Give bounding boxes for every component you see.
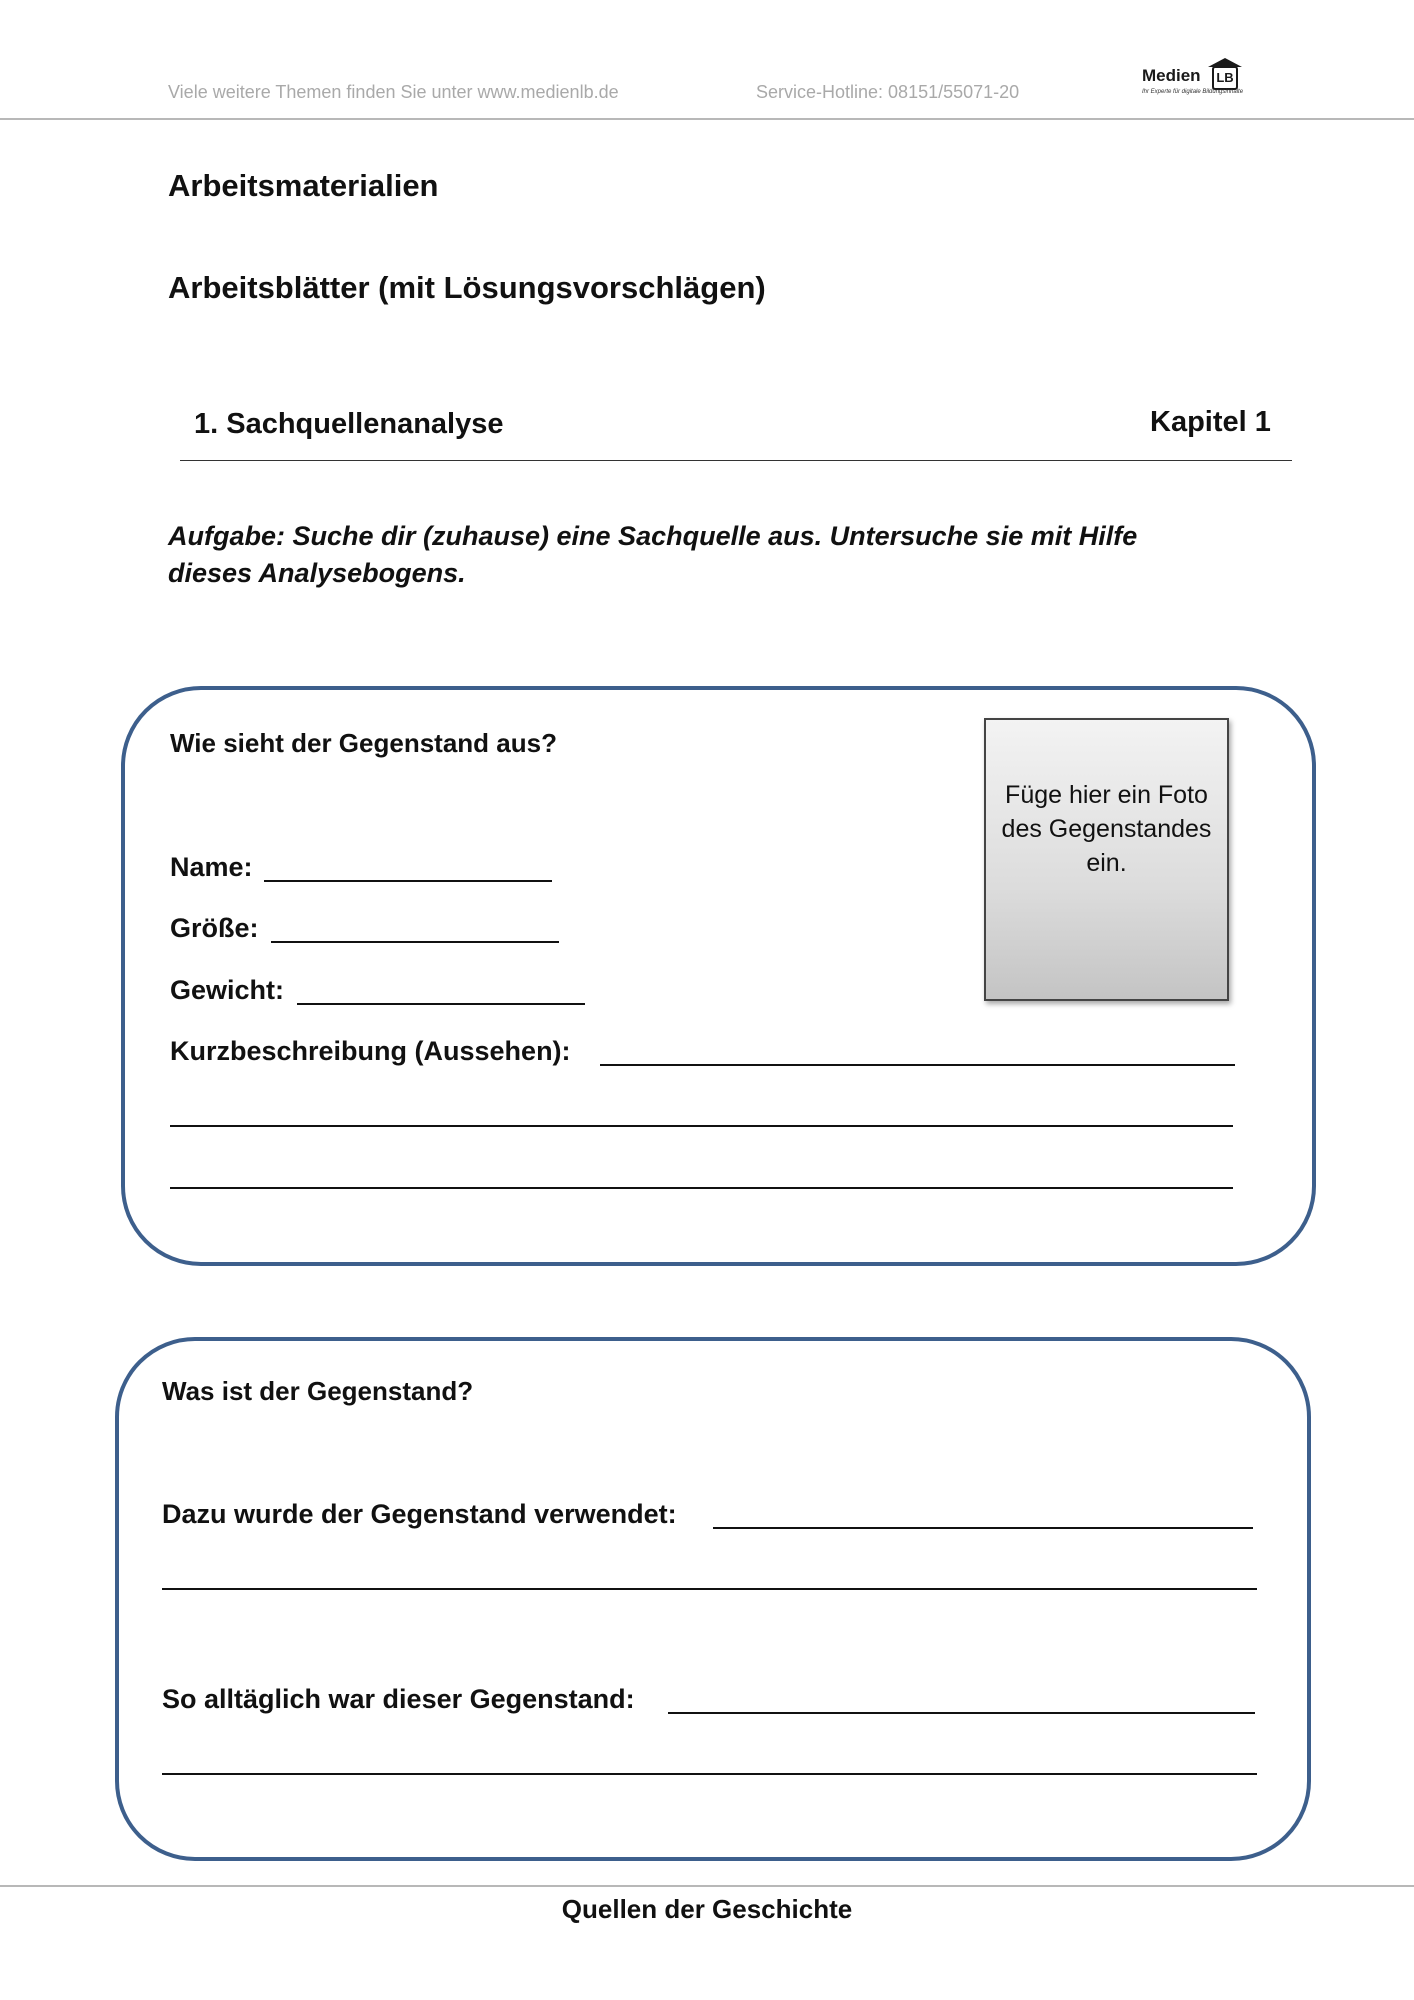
usage-answer-line-1[interactable] bbox=[713, 1527, 1253, 1529]
purpose-question: Was ist der Gegenstand? bbox=[162, 1376, 474, 1406]
weight-label: Gewicht: bbox=[170, 975, 285, 1005]
chapter-label: Kapitel 1 bbox=[1150, 406, 1271, 438]
weight-answer-line[interactable] bbox=[297, 1003, 585, 1005]
header-hotline-text: Service-Hotline: 08151/55071-20 bbox=[756, 82, 1020, 102]
size-answer-line[interactable] bbox=[271, 941, 559, 943]
photo-placeholder-text: Füge hier ein Foto des Gegenstandes ein. bbox=[1001, 781, 1212, 877]
purpose-box bbox=[115, 1337, 1311, 1861]
header-website-text: Viele weitere Themen finden Sie unter www.medienlb.de bbox=[168, 82, 619, 102]
header-divider bbox=[0, 118, 1414, 120]
subsection-heading: Arbeitsblätter (mit Lösungsvorschlägen) bbox=[168, 270, 766, 305]
logo-word: Medien bbox=[1142, 66, 1201, 85]
everyday-label: So alltäglich war dieser Gegenstand: bbox=[162, 1684, 635, 1714]
task-instruction: Aufgabe: Suche dir (zuhause) eine Sachquelle aus. Untersuche sie mit Hilfe dieses Analysebogens. bbox=[168, 521, 1138, 588]
everyday-answer-line-1[interactable] bbox=[668, 1712, 1255, 1714]
name-label: Name: bbox=[170, 852, 253, 882]
description-answer-line-2[interactable] bbox=[170, 1125, 1233, 1127]
chapter-title: 1. Sachquellenanalyse bbox=[194, 408, 504, 440]
logo-tagline: Ihr Experte für digitale Bildungsinhalte bbox=[1142, 89, 1244, 95]
logo-mark: LB bbox=[1212, 66, 1238, 90]
footer-title: Quellen der Geschichte bbox=[561, 1894, 853, 1924]
description-answer-line-1[interactable] bbox=[600, 1064, 1235, 1066]
usage-answer-line-2[interactable] bbox=[162, 1588, 1257, 1590]
appearance-question: Wie sieht der Gegenstand aus? bbox=[170, 728, 557, 758]
footer-divider bbox=[0, 1885, 1414, 1887]
everyday-answer-line-2[interactable] bbox=[162, 1773, 1257, 1775]
chapter-divider bbox=[180, 460, 1292, 461]
usage-label: Dazu wurde der Gegenstand verwendet: bbox=[162, 1499, 677, 1529]
size-label: Größe: bbox=[170, 913, 259, 943]
medienlb-logo bbox=[1140, 56, 1250, 102]
section-heading: Arbeitsmaterialien bbox=[168, 168, 439, 203]
description-label: Kurzbeschreibung (Aussehen): bbox=[170, 1036, 571, 1066]
description-answer-line-3[interactable] bbox=[170, 1187, 1233, 1189]
name-answer-line[interactable] bbox=[264, 880, 552, 882]
photo-placeholder[interactable] bbox=[984, 718, 1229, 1001]
